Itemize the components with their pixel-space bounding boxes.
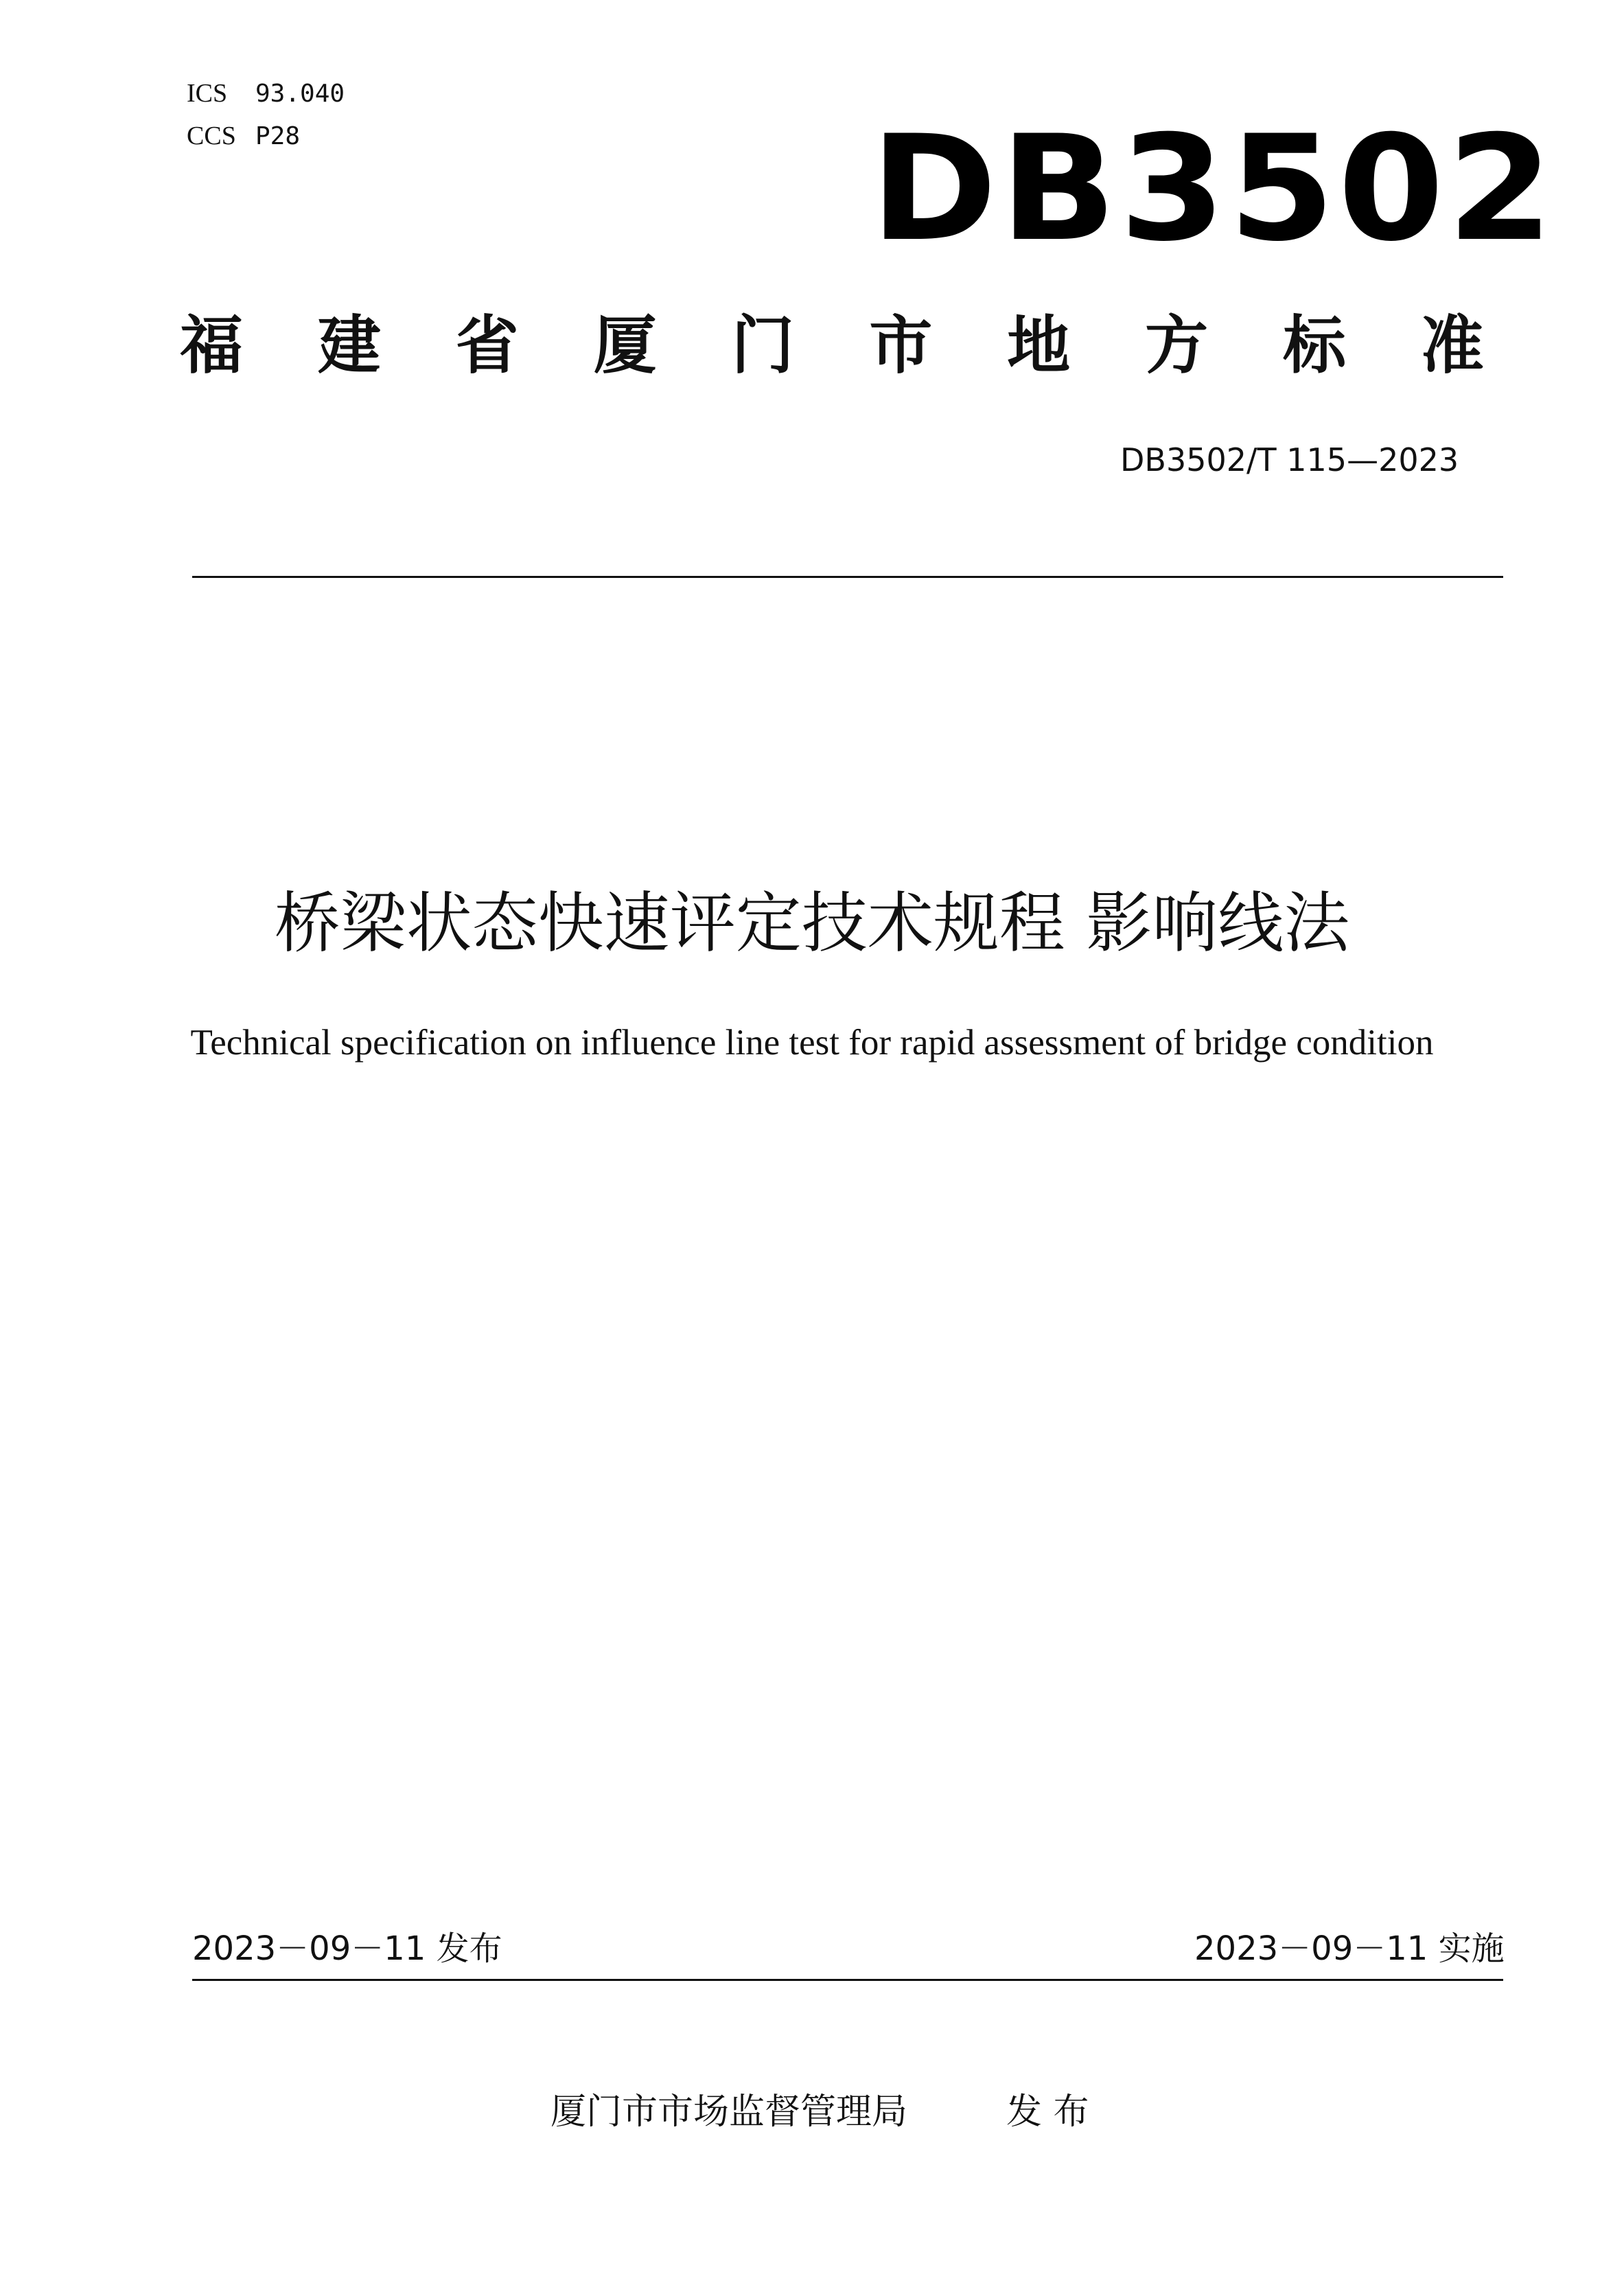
standard-mark: DB3502 (870, 104, 1557, 273)
ics-value: 93.040 (255, 80, 345, 108)
implementation-date: 2023－09－11 实施 (1194, 1929, 1505, 1968)
category-char: 准 (1420, 309, 1484, 382)
standard-category (180, 305, 1484, 387)
ics-classification (187, 77, 345, 111)
category-char: 地 (1007, 309, 1071, 382)
top-divider (192, 576, 1503, 578)
category-char: 方 (1145, 309, 1209, 382)
issue-date: 2023－09－11 发布 (192, 1929, 502, 1968)
category-char: 门 (731, 309, 795, 382)
ics-label: ICS (187, 79, 228, 108)
publisher: 厦门市市场监督管理局 (550, 2091, 908, 2133)
category-char: 省 (455, 309, 519, 382)
title-english: Technical specification on influence line test for rapid assessment of bridge condition (190, 1023, 1434, 1063)
category-char: 厦 (593, 309, 657, 382)
publish-action: 发 布 (1006, 2091, 1089, 2133)
ccs-label: CCS (187, 121, 236, 150)
standard-number: DB3502/T 115—2023 (1120, 441, 1459, 478)
ccs-value: P28 (255, 122, 301, 150)
bottom-divider (192, 1979, 1503, 1981)
category-char: 市 (869, 309, 933, 382)
category-char: 福 (180, 309, 244, 382)
category-char: 标 (1283, 309, 1347, 382)
ccs-classification (187, 119, 300, 153)
category-char: 建 (317, 309, 381, 382)
title-chinese: 桥梁状态快速评定技术规程 影响线法 (274, 885, 1350, 962)
